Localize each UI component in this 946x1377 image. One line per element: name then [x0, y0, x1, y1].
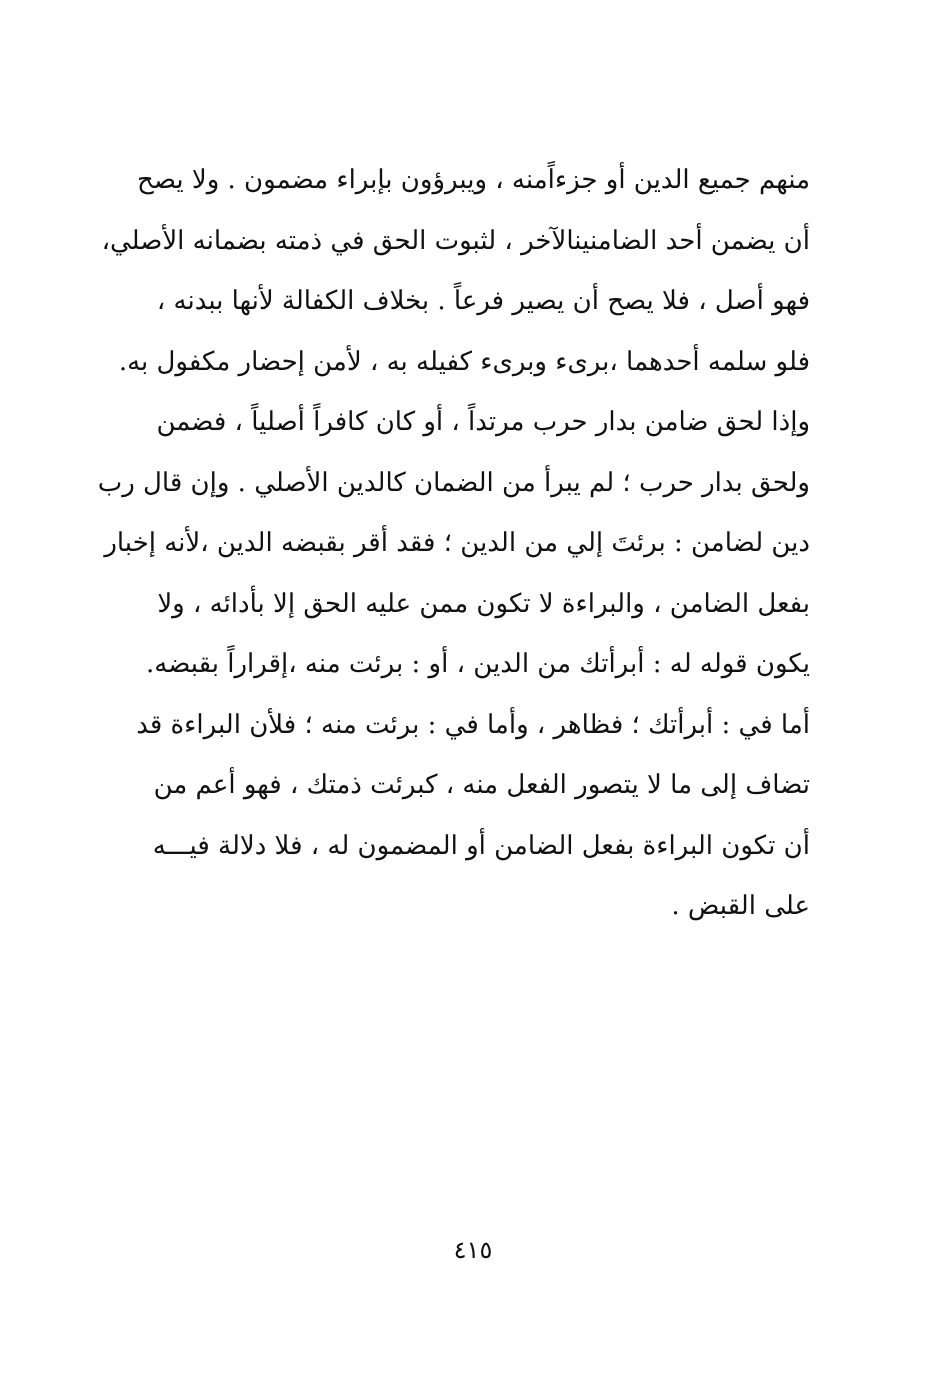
text-line: يكون قوله له : أبرأتك من الدين ، أو : برئت منه ،إقراراً بقبضه.	[146, 649, 810, 679]
text-line: تضاف إلى ما لا يتصور الفعل منه ، كبرئت ذمتك ، فهو أعم من	[153, 770, 810, 800]
text-line: منهم جميع الدين أو جزءاًمنه ، ويبرؤون بإبراء مضمون . ولا يصح	[137, 165, 810, 195]
text-line: أن تكون البراءة بفعل الضامن أو المضمون له ، فلا دلالة فيـــه	[152, 830, 810, 861]
text-line: أن يضمن أحد الضامنينالآخر ، لثبوت الحق في ذمته بضمانه الأصلي،	[101, 225, 810, 256]
body-text	[97, 150, 810, 937]
text-line: بفعل الضامن ، والبراءة لا تكون ممن عليه الحق إلا بأدائه ، ولا	[157, 588, 810, 619]
text-line: وإذا لحق ضامن بدار حرب مرتداً ، أو كان كافراً أصلياً ، فضمن	[156, 407, 810, 437]
text-line: دين لضامن : برئتَ إلي من الدين ؛ فقد أقر بقبضه الدين ،لأنه إخبار	[104, 528, 810, 558]
text-line: فهو أصل ، فلا يصح أن يصير فرعاً . بخلاف الكفالة لأنها ببدنه ،	[156, 286, 810, 316]
text-line: ولحق بدار حرب ؛ لم يبرأ من الضمان كالدين الأصلي . وإن قال رب	[97, 467, 810, 498]
text-line: فلو سلمه أحدهما ،برىء وبرىء كفيله به ، لأمن إحضار مكفول به.	[118, 346, 810, 377]
page-number: ٤١٥	[453, 1236, 493, 1264]
text-line-final: على القبض .	[671, 891, 810, 921]
text-line: أما في : أبرأتك ؛ فظاهر ، وأما في : برئت منه ؛ فلأن البراءة قد	[136, 709, 810, 740]
